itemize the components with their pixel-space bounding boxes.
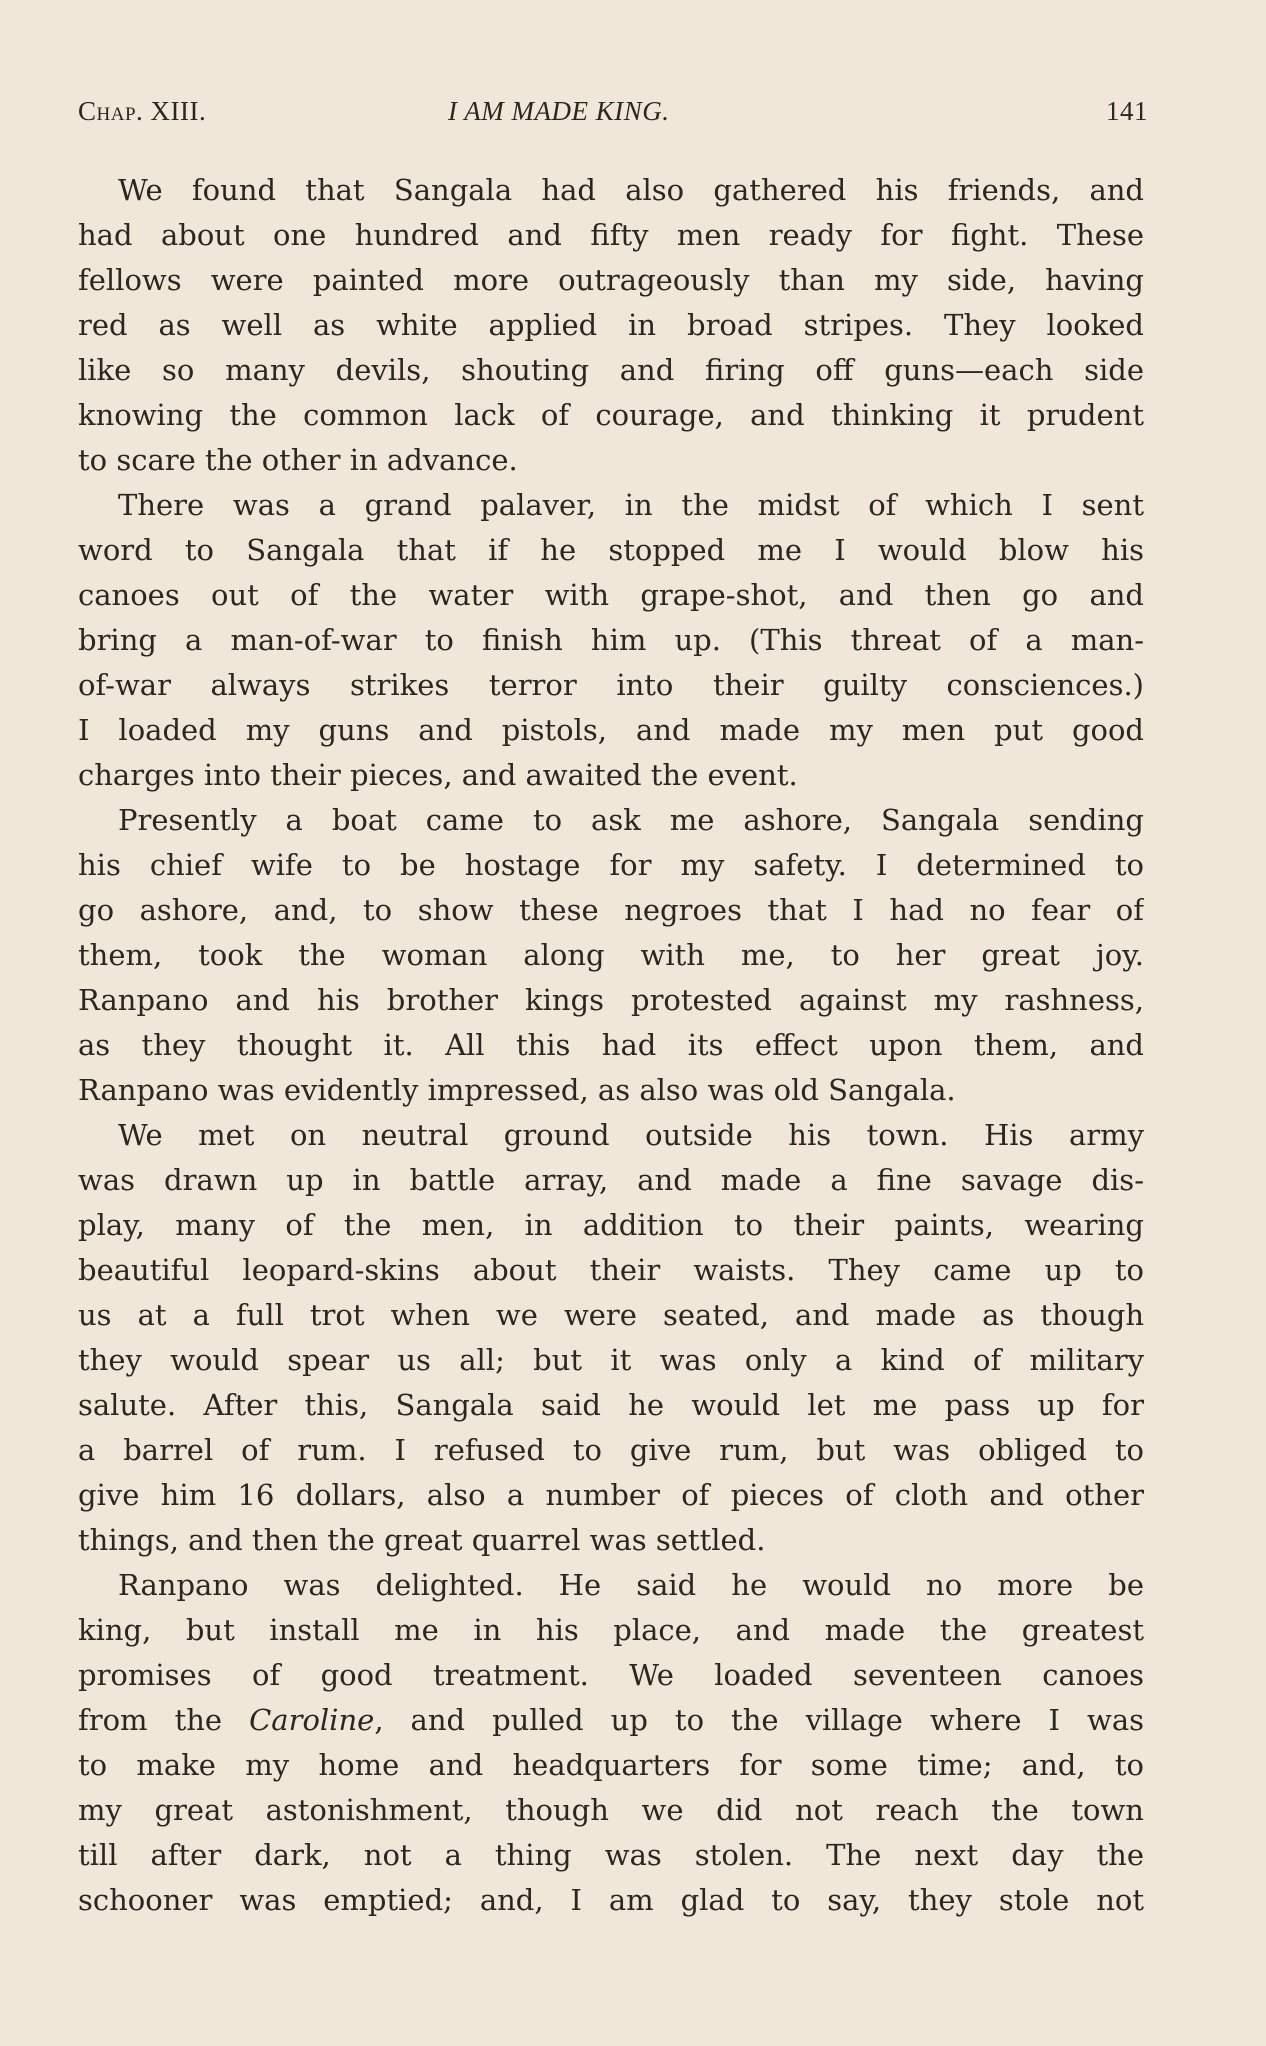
text-line: There was a grand palaver, in the midst of which I sent [118, 488, 1144, 522]
text-line: things, and then the great quarrel was settled. [78, 1523, 766, 1557]
text-line: bring a man-of-war to finish him up. (This threat of a man- [78, 623, 1144, 657]
text-line: had about one hundred and fifty men ready for fight. These [78, 218, 1144, 252]
text-line: go ashore, and, to show these negroes that I had no fear of [78, 893, 1144, 927]
text-line: We met on neutral ground outside his town. His army [118, 1118, 1144, 1152]
text-line: my great astonishment, though we did not reach the town [78, 1793, 1144, 1827]
text-line: Ranpano was evidently impressed, as also was old Sangala. [78, 1073, 956, 1107]
text-line: Presently a boat came to ask me ashore, Sangala sending [118, 803, 1144, 837]
text-line: canoes out of the water with grape-shot, and then go and [78, 578, 1144, 612]
text-line: play, many of the men, in addition to their paints, wearing [78, 1208, 1144, 1242]
text-line: charges into their pieces, and awaited the event. [78, 758, 798, 792]
text-line: us at a full trot when we were seated, and made as though [78, 1298, 1144, 1332]
text-line: salute. After this, Sangala said he would let me pass up for [78, 1388, 1144, 1422]
text-line: king, but install me in his place, and made the greatest [78, 1613, 1144, 1647]
chapter-label: Chap. XIII. [78, 96, 207, 126]
text-line: promises of good treatment. We loaded seventeen canoes [78, 1658, 1144, 1692]
text-line: We found that Sangala had also gathered his friends, and [118, 173, 1144, 207]
page-number: 141 [1106, 96, 1148, 126]
paragraph-1 [78, 168, 1144, 483]
text-line: from the Caroline, and pulled up to the village where I was [78, 1703, 1144, 1737]
text-line: his chief wife to be hostage for my safety. I determined to [78, 848, 1144, 882]
text-line: a barrel of rum. I refused to give rum, but was obliged to [78, 1433, 1144, 1467]
text-line: beautiful leopard-skins about their waists. They came up to [78, 1253, 1144, 1287]
text-line: knowing the common lack of courage, and thinking it prudent [78, 398, 1144, 432]
running-head [78, 96, 1148, 136]
text-line: Ranpano was delighted. He said he would no more be [118, 1568, 1144, 1602]
text-line: was drawn up in battle array, and made a fine savage dis- [78, 1163, 1144, 1197]
text-line: till after dark, not a thing was stolen. The next day the [78, 1838, 1144, 1872]
text-line: they would spear us all; but it was only a kind of military [78, 1343, 1144, 1377]
text-line: to scare the other in advance. [78, 443, 518, 477]
paragraph-5 [78, 1563, 1144, 1923]
paragraph-3 [78, 798, 1144, 1113]
text-line: of-war always strikes terror into their guilty consciences.) [78, 668, 1144, 702]
text-line: red as well as white applied in broad stripes. They looked [78, 308, 1144, 342]
text-line: like so many devils, shouting and firing off guns—each side [78, 353, 1144, 387]
text-line: schooner was emptied; and, I am glad to say, they stole not [78, 1883, 1144, 1917]
text-line: them, took the woman along with me, to her great joy. [78, 938, 1144, 972]
text-line: I loaded my guns and pistols, and made my men put good [78, 713, 1144, 747]
text-line: as they thought it. All this had its effect upon them, and [78, 1028, 1144, 1062]
text-line: give him 16 dollars, also a number of pieces of cloth and other [78, 1478, 1144, 1512]
paragraph-2 [78, 483, 1144, 798]
text-line: word to Sangala that if he stopped me I would blow his [78, 533, 1144, 567]
text-line: fellows were painted more outrageously than my side, having [78, 263, 1144, 297]
text-line: to make my home and headquarters for some time; and, to [78, 1748, 1144, 1782]
text-line: Ranpano and his brother kings protested against my rashness, [78, 983, 1144, 1017]
chapter-title: I AM MADE KING. [448, 96, 670, 126]
paragraph-4 [78, 1113, 1144, 1563]
body-text [78, 168, 1144, 1923]
